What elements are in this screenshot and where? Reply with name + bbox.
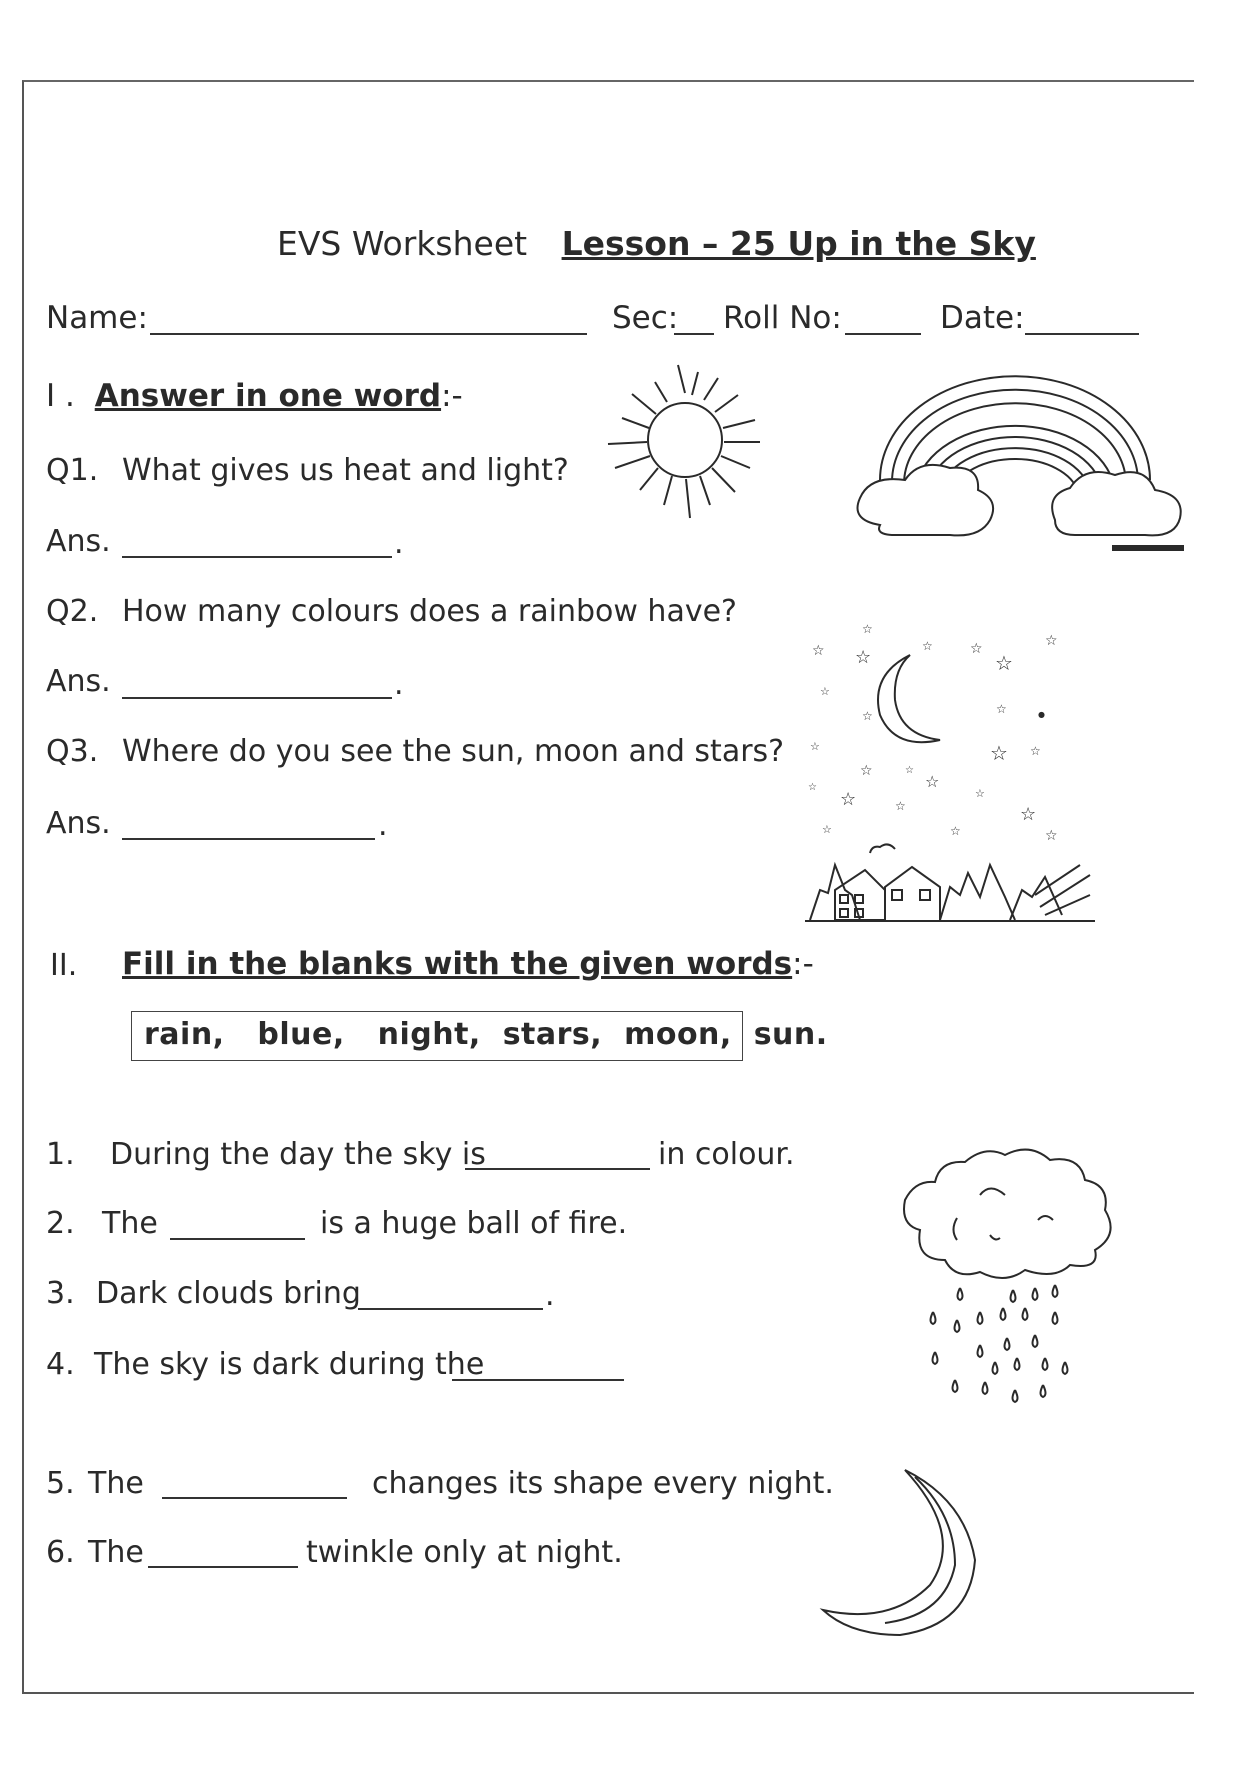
fill-5-after: changes its shape every night. <box>372 1466 834 1501</box>
name-label: Name: <box>46 300 148 336</box>
date-field[interactable] <box>1025 333 1139 335</box>
question-1-label: Q1. <box>46 453 99 488</box>
word-bank-box <box>131 1011 828 1061</box>
question-2-text: How many colours does a rainbow have? <box>122 594 737 629</box>
svg-text:☆: ☆ <box>922 639 933 653</box>
fill-2-after: is a huge ball of fire. <box>320 1206 628 1241</box>
answer-3-label: Ans. <box>46 806 111 841</box>
answer-3-field[interactable] <box>122 838 375 840</box>
fill-6-number: 6. <box>46 1535 75 1570</box>
rain-cloud-icon <box>895 1140 1135 1420</box>
fill-4-number: 4. <box>46 1347 75 1382</box>
fill-5-before: The <box>88 1466 144 1501</box>
fill-4-blank[interactable] <box>452 1379 624 1381</box>
svg-text:☆: ☆ <box>950 824 961 838</box>
svg-text:☆: ☆ <box>840 789 857 810</box>
fill-6-blank[interactable] <box>148 1566 298 1568</box>
section-1-suffix: :- <box>441 378 463 414</box>
page-title <box>277 224 1036 263</box>
fill-1-blank[interactable] <box>465 1168 650 1170</box>
svg-text:☆: ☆ <box>925 772 940 791</box>
svg-text:☆: ☆ <box>855 647 872 668</box>
answer-1-label: Ans. <box>46 524 111 559</box>
fill-3-blank[interactable] <box>358 1308 543 1310</box>
roll-field[interactable] <box>845 333 921 335</box>
answer-1-field[interactable] <box>122 556 392 558</box>
answer-2-label: Ans. <box>46 664 111 699</box>
question-3-text: Where do you see the sun, moon and stars? <box>122 734 785 769</box>
answer-2-period: . <box>394 667 404 702</box>
svg-text:☆: ☆ <box>905 765 914 776</box>
fill-5-blank[interactable] <box>162 1497 347 1499</box>
fill-3-number: 3. <box>46 1276 75 1311</box>
section-2-suffix: :- <box>792 946 814 982</box>
svg-text:☆: ☆ <box>1045 633 1058 649</box>
svg-text:☆: ☆ <box>822 823 832 836</box>
svg-text:☆: ☆ <box>808 782 817 793</box>
answer-2-field[interactable] <box>122 697 392 699</box>
fill-1-number: 1. <box>46 1137 75 1172</box>
night-sky-icon <box>800 622 1100 925</box>
fill-5-number: 5. <box>46 1466 75 1501</box>
svg-text:☆: ☆ <box>1030 744 1041 758</box>
fill-3-before: Dark clouds bring <box>96 1276 361 1311</box>
svg-text:☆: ☆ <box>862 622 873 636</box>
fill-2-before: The <box>102 1206 158 1241</box>
question-2-label: Q2. <box>46 594 99 629</box>
svg-text:☆: ☆ <box>860 763 873 779</box>
fill-6-after: twinkle only at night. <box>306 1535 623 1570</box>
name-field[interactable] <box>150 333 587 335</box>
svg-text:☆: ☆ <box>810 740 820 753</box>
svg-text:☆: ☆ <box>1020 804 1037 825</box>
lesson-title: Lesson – 25 Up in the Sky <box>561 224 1036 263</box>
crescent-moon-icon <box>815 1465 995 1645</box>
sec-label: Sec: <box>612 300 679 336</box>
svg-text:☆: ☆ <box>990 741 1008 765</box>
section-1-heading <box>46 378 463 414</box>
answer-3-period: . <box>378 808 388 843</box>
section-1-number: I . <box>46 378 75 414</box>
sun-icon <box>600 360 770 520</box>
sec-field[interactable] <box>674 333 714 335</box>
fill-6-before: The <box>88 1535 144 1570</box>
fill-3-after: . <box>545 1278 555 1313</box>
svg-text:☆: ☆ <box>975 787 985 800</box>
section-2-title: Fill in the blanks with the given words <box>122 946 793 982</box>
section-2-heading <box>122 946 814 982</box>
answer-1-period: . <box>394 526 404 561</box>
svg-text:☆: ☆ <box>996 702 1007 716</box>
section-1-title: Answer in one word <box>94 378 442 414</box>
svg-text:☆: ☆ <box>812 643 825 659</box>
fill-2-blank[interactable] <box>170 1238 305 1240</box>
roll-label: Roll No: <box>723 300 842 336</box>
svg-text:●: ● <box>1038 710 1045 719</box>
svg-text:☆: ☆ <box>995 651 1013 675</box>
svg-text:☆: ☆ <box>895 799 906 813</box>
fill-4-before: The sky is dark during the <box>94 1347 485 1382</box>
word-bank-text: rain, blue, night, stars, moon, sun. <box>144 1017 828 1052</box>
title-prefix: EVS Worksheet <box>277 224 528 263</box>
date-label: Date: <box>940 300 1025 336</box>
question-1-text: What gives us heat and light? <box>122 453 569 488</box>
svg-text:☆: ☆ <box>1045 828 1058 844</box>
fill-2-number: 2. <box>46 1206 75 1241</box>
question-3-label: Q3. <box>46 734 99 769</box>
svg-text:☆: ☆ <box>862 709 873 723</box>
section-2-number: II. <box>50 948 78 983</box>
fill-1-before: During the day the sky is <box>110 1137 486 1172</box>
rainbow-icon <box>850 380 1190 560</box>
svg-text:☆: ☆ <box>970 641 983 657</box>
svg-text:☆: ☆ <box>820 685 830 698</box>
fill-1-after: in colour. <box>658 1137 795 1172</box>
